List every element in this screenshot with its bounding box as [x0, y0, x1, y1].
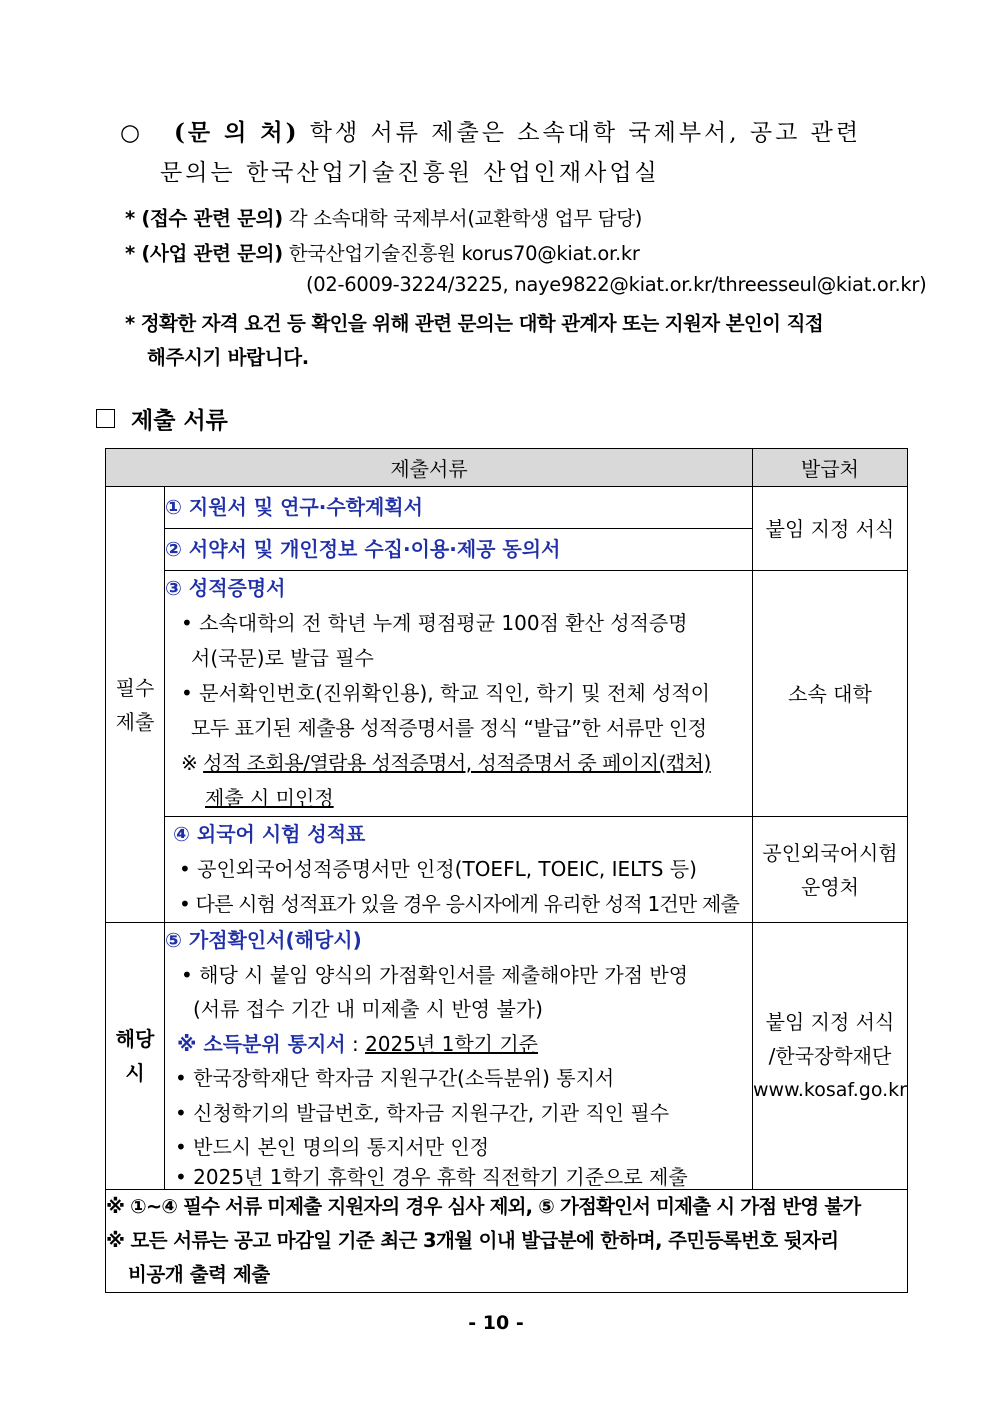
issuer-form: 붙임 지정 서식: [753, 487, 908, 571]
list-item: • 다른 시험 성적표가 있을 경우 응시자에게 유리한 성적 1건만 제출: [179, 892, 740, 916]
list-item: • 공인외국어성적증명서만 인정(TOEFL, TOEIC, IELTS 등): [179, 857, 697, 881]
footer-note-2-cont: 비공개 출력 제출: [128, 1262, 270, 1286]
income-note-label: ※ 소득분위 통지서: [177, 1031, 346, 1056]
doc-bonus-title: ⑤ 가점확인서(해당시): [165, 928, 362, 952]
list-item: • 한국장학재단 학자금 지원구간(소득분위) 통지서: [175, 1066, 615, 1090]
doc-language-title: ④ 외국어 시험 성적표: [173, 822, 366, 846]
note-text: 성적 조회용/열람용 성적증명서, 성적증명서 중 페이지(캡처): [203, 751, 711, 775]
doc-pledge: ② 서약서 및 개인정보 수집·이용·제공 동의서: [165, 529, 753, 571]
table-row: [106, 571, 908, 817]
section-title: [96, 402, 228, 435]
table-footer-notes: [106, 1189, 908, 1292]
table-row: [106, 817, 908, 923]
warning-line-2: 해주시기 바랍니다.: [147, 346, 309, 369]
business-contact: (02-6009-3224/3225, naye9822@kiat.or.kr/threesseul@kiat.or.kr): [306, 273, 927, 296]
footer-note-2: ※ 모든 서류는 공고 마감일 기준 최근 3개월 이내 발급분에 한하며, 주민등록번호 뒷자리: [106, 1228, 839, 1252]
list-item: • 반드시 본인 명의의 통지서만 인정: [175, 1135, 490, 1159]
category-applicable-line-2: 시: [125, 1060, 145, 1085]
inquiry-line-1: [120, 114, 861, 147]
list-item: • 2025년 1학기 휴학인 경우 휴학 직전학기 기준으로 제출: [175, 1164, 688, 1189]
reception-label: * (접수 관련 문의): [125, 207, 283, 230]
business-text: 한국산업기술진흥원 korus70@kiat.or.kr: [288, 242, 640, 265]
doc-transcript: [165, 571, 753, 817]
business-note: [125, 238, 640, 266]
table-row: [106, 487, 908, 529]
issuer-bonus-line-1: 붙임 지정 서식: [765, 1009, 895, 1034]
issuer-language-line-2: 운영처: [801, 874, 859, 899]
issuer-language-line-1: 공인외국어시험: [762, 840, 898, 865]
issuer-bonus-line-2: /한국장학재단: [768, 1043, 892, 1068]
category-required: [106, 487, 165, 923]
income-note-text: 2025년 1학기 기준: [365, 1031, 539, 1056]
section-title-text: 제출 서류: [131, 408, 228, 434]
business-label: * (사업 관련 문의): [125, 242, 283, 265]
doc-bonus: [165, 923, 753, 1190]
doc-transcript-title: ③ 성적증명서: [165, 576, 286, 600]
footer-note-1: ※ ①~④ 필수 서류 미제출 지원자의 경우 심사 제외, ⑤ 가점확인서 미제출 시 가점 반영 불가: [106, 1194, 861, 1218]
inquiry-text-1: 학생 서류 제출은 소속대학 국제부서, 공고 관련: [309, 120, 862, 146]
page-number: - 10 -: [468, 1312, 524, 1334]
doc-language: [165, 817, 753, 923]
category-applicable: [106, 923, 165, 1190]
reception-note: [125, 203, 642, 231]
list-item: (서류 접수 기간 내 미제출 시 반영 불가): [193, 997, 543, 1021]
inquiry-label: (문 의 처): [174, 119, 300, 146]
inquiry-bullet: ○: [120, 120, 144, 146]
doc-application: ① 지원서 및 연구·수학계획서: [165, 487, 753, 529]
note-text: 제출 시 미인정: [205, 786, 334, 810]
header-issuer: 발급처: [753, 449, 908, 487]
category-required-line-2: 제출: [115, 709, 155, 734]
table-row: [106, 923, 908, 1190]
income-note-sep: :: [345, 1031, 366, 1056]
list-item: • 신청학기의 발급번호, 학자금 지원구간, 기관 직인 필수: [175, 1100, 670, 1125]
documents-table: [105, 448, 908, 1293]
list-item: • 해당 시 붙임 양식의 가점확인서를 제출해야만 가점 반영: [181, 962, 689, 987]
checkbox-icon: [96, 409, 115, 428]
issuer-language: [753, 817, 908, 923]
list-item: [165, 746, 752, 781]
table-footer-row: [106, 1189, 908, 1292]
table-header-row: [106, 449, 908, 487]
issuer-university: 소속 대학: [753, 571, 908, 817]
inquiry-text-2: 문의는 한국산업기술진흥원 산업인재사업실: [160, 160, 660, 186]
issuer-bonus-line-3: www.kosaf.go.kr: [753, 1078, 907, 1101]
list-item: [165, 781, 752, 816]
list-item: • 문서확인번호(진위확인용), 학교 직인, 학기 및 전체 성적이: [181, 681, 710, 705]
list-item: 서(국문)로 발급 필수: [191, 646, 374, 670]
note-mark: ※: [181, 751, 198, 775]
list-item: 모두 표기된 제출용 성적증명서를 정식 “발급”한 서류만 인정: [191, 716, 707, 740]
category-applicable-line-1: 해당: [115, 1026, 155, 1051]
header-docs: 제출서류: [106, 449, 753, 487]
reception-text: 각 소속대학 국제부서(교환학생 업무 담당): [288, 207, 643, 230]
warning-line-1: * 정확한 자격 요건 등 확인을 위해 관련 문의는 대학 관계자 또는 지원자 본인이 직접: [125, 312, 824, 335]
list-item: • 소속대학의 전 학년 누계 평점평균 100점 환산 성적증명: [181, 611, 688, 635]
category-required-line-1: 필수: [115, 675, 155, 700]
income-note: [165, 1027, 752, 1062]
issuer-bonus: [753, 923, 908, 1190]
